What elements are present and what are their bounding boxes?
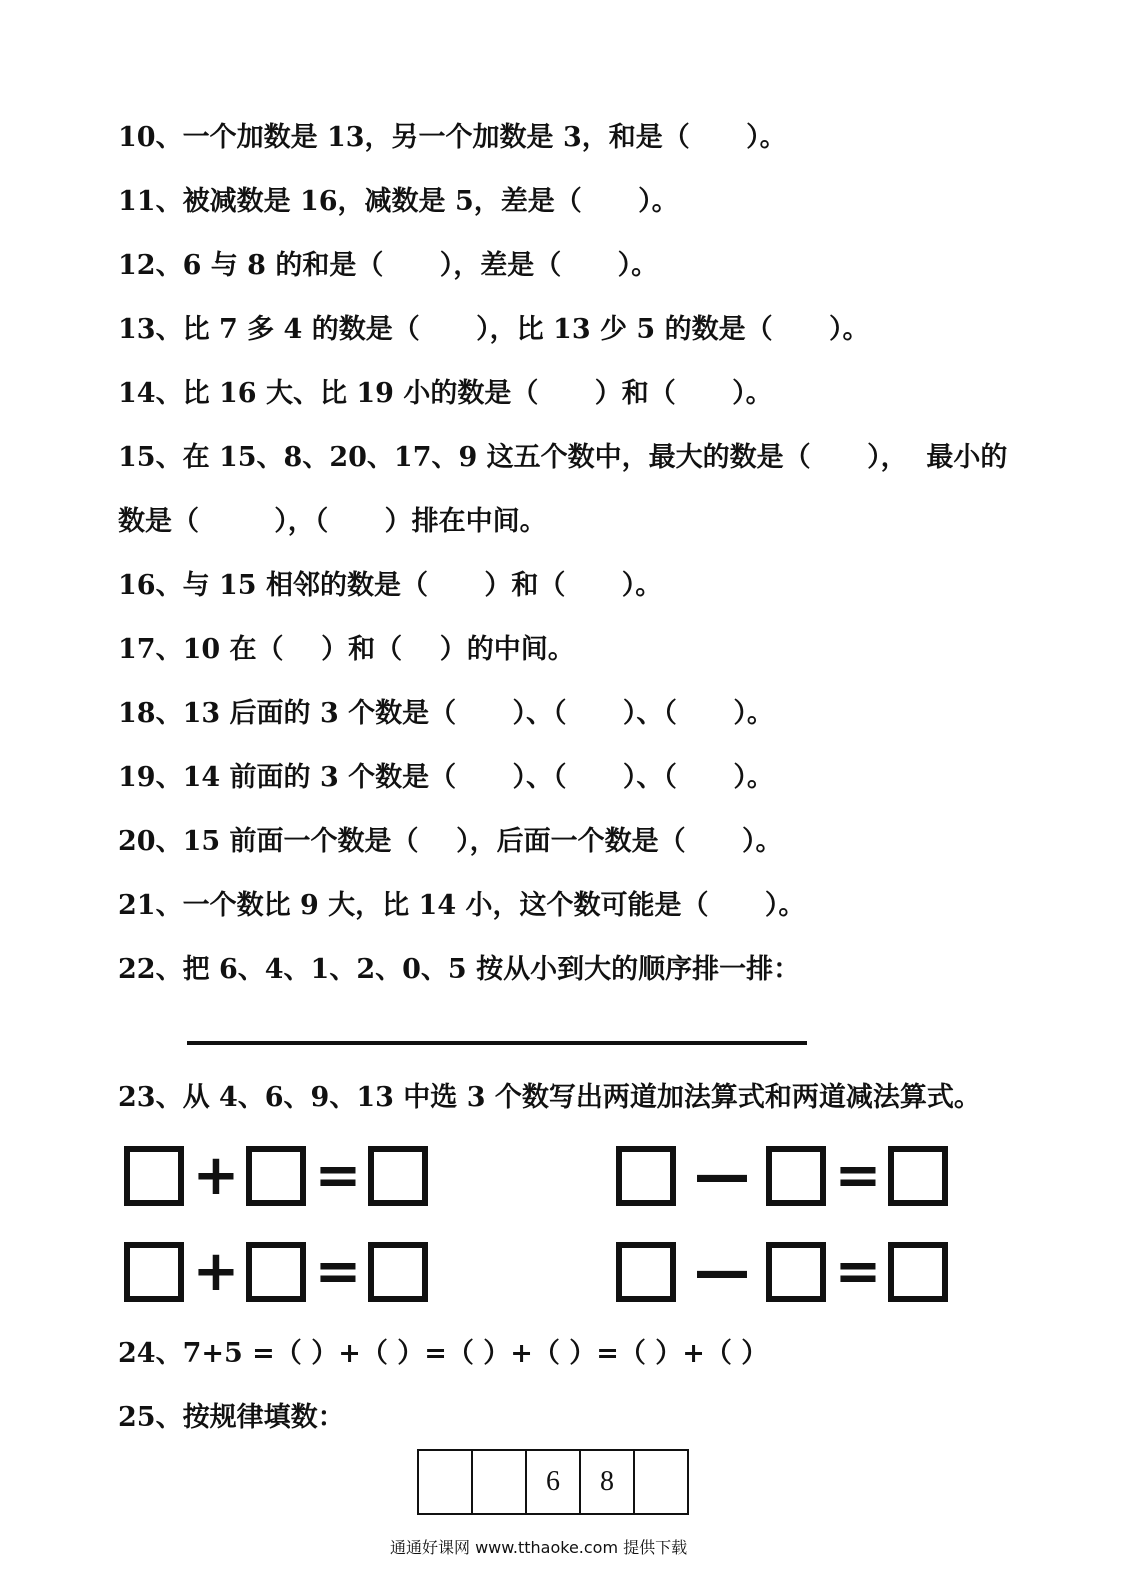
plus-sign: + bbox=[192, 1143, 240, 1208]
minus-sign: — bbox=[694, 1239, 750, 1304]
subtraction-equation-1 bbox=[616, 1145, 954, 1207]
question-21: 21、一个数比 9 大，比 14 小，这个数可能是（ ）。 bbox=[118, 890, 806, 921]
question-11: 11、被减数是 16，减数是 5，差是（ ）。 bbox=[118, 186, 679, 217]
answer-box[interactable] bbox=[246, 1146, 306, 1206]
equals-sign: = bbox=[314, 1143, 362, 1208]
answer-box[interactable] bbox=[368, 1242, 428, 1302]
equals-sign: = bbox=[834, 1143, 882, 1208]
answer-box[interactable] bbox=[888, 1146, 948, 1206]
answer-box[interactable] bbox=[368, 1146, 428, 1206]
footer-text: 通通好课网 www.tthaoke.com 提供下载 bbox=[390, 1538, 688, 1557]
sequence-cell[interactable] bbox=[473, 1451, 527, 1513]
equals-sign: = bbox=[834, 1239, 882, 1304]
answer-box[interactable] bbox=[124, 1242, 184, 1302]
answer-box[interactable] bbox=[246, 1242, 306, 1302]
question-16: 16、与 15 相邻的数是（ ）和（ ）。 bbox=[118, 570, 663, 601]
question-18: 18、13 后面的 3 个数是（ ）、（ ）、（ ）。 bbox=[118, 698, 774, 729]
question-24: 24、7+5 =（ ）+（ ）=（ ）+（ ）=（ ）+（ ） bbox=[118, 1338, 769, 1369]
question-15-line-1: 15、在 15、8、20、17、9 这五个数中，最大的数是（ ）， 最小的 bbox=[118, 442, 1008, 473]
question-23: 23、从 4、6、9、13 中选 3 个数写出两道加法算式和两道减法算式。 bbox=[118, 1082, 981, 1113]
question-25: 25、按规律填数： bbox=[118, 1402, 345, 1433]
answer-line bbox=[187, 1041, 807, 1045]
sequence-cell: 8 bbox=[581, 1451, 635, 1513]
minus-sign: — bbox=[694, 1143, 750, 1208]
sequence-table bbox=[417, 1449, 689, 1515]
sequence-cell[interactable] bbox=[419, 1451, 473, 1513]
question-17: 17、10 在（ ）和（ ）的中间。 bbox=[118, 634, 575, 665]
sequence-cell[interactable] bbox=[635, 1451, 687, 1513]
question-10: 10、一个加数是 13，另一个加数是 3，和是（ ）。 bbox=[118, 122, 787, 153]
answer-box[interactable] bbox=[888, 1242, 948, 1302]
addition-equation-2 bbox=[124, 1241, 434, 1303]
plus-sign: + bbox=[192, 1239, 240, 1304]
answer-box[interactable] bbox=[124, 1146, 184, 1206]
question-22: 22、把 6、4、1、2、0、5 按从小到大的顺序排一排： bbox=[118, 954, 801, 985]
answer-box[interactable] bbox=[766, 1242, 826, 1302]
equals-sign: = bbox=[314, 1239, 362, 1304]
answer-box[interactable] bbox=[616, 1242, 676, 1302]
subtraction-equation-2 bbox=[616, 1241, 954, 1303]
addition-equation-1 bbox=[124, 1145, 434, 1207]
question-13: 13、比 7 多 4 的数是（ ），比 13 少 5 的数是（ ）。 bbox=[118, 314, 870, 345]
answer-box[interactable] bbox=[766, 1146, 826, 1206]
question-12: 12、6 与 8 的和是（ ），差是（ ）。 bbox=[118, 250, 659, 281]
sequence-cell: 6 bbox=[527, 1451, 581, 1513]
question-20: 20、15 前面一个数是（ ），后面一个数是（ ）。 bbox=[118, 826, 783, 857]
question-19: 19、14 前面的 3 个数是（ ）、（ ）、（ ）。 bbox=[118, 762, 774, 793]
question-14: 14、比 16 大、比 19 小的数是（ ）和（ ）。 bbox=[118, 378, 773, 409]
question-15-line-2: 数是（ ），（ ）排在中间。 bbox=[118, 506, 547, 537]
answer-box[interactable] bbox=[616, 1146, 676, 1206]
